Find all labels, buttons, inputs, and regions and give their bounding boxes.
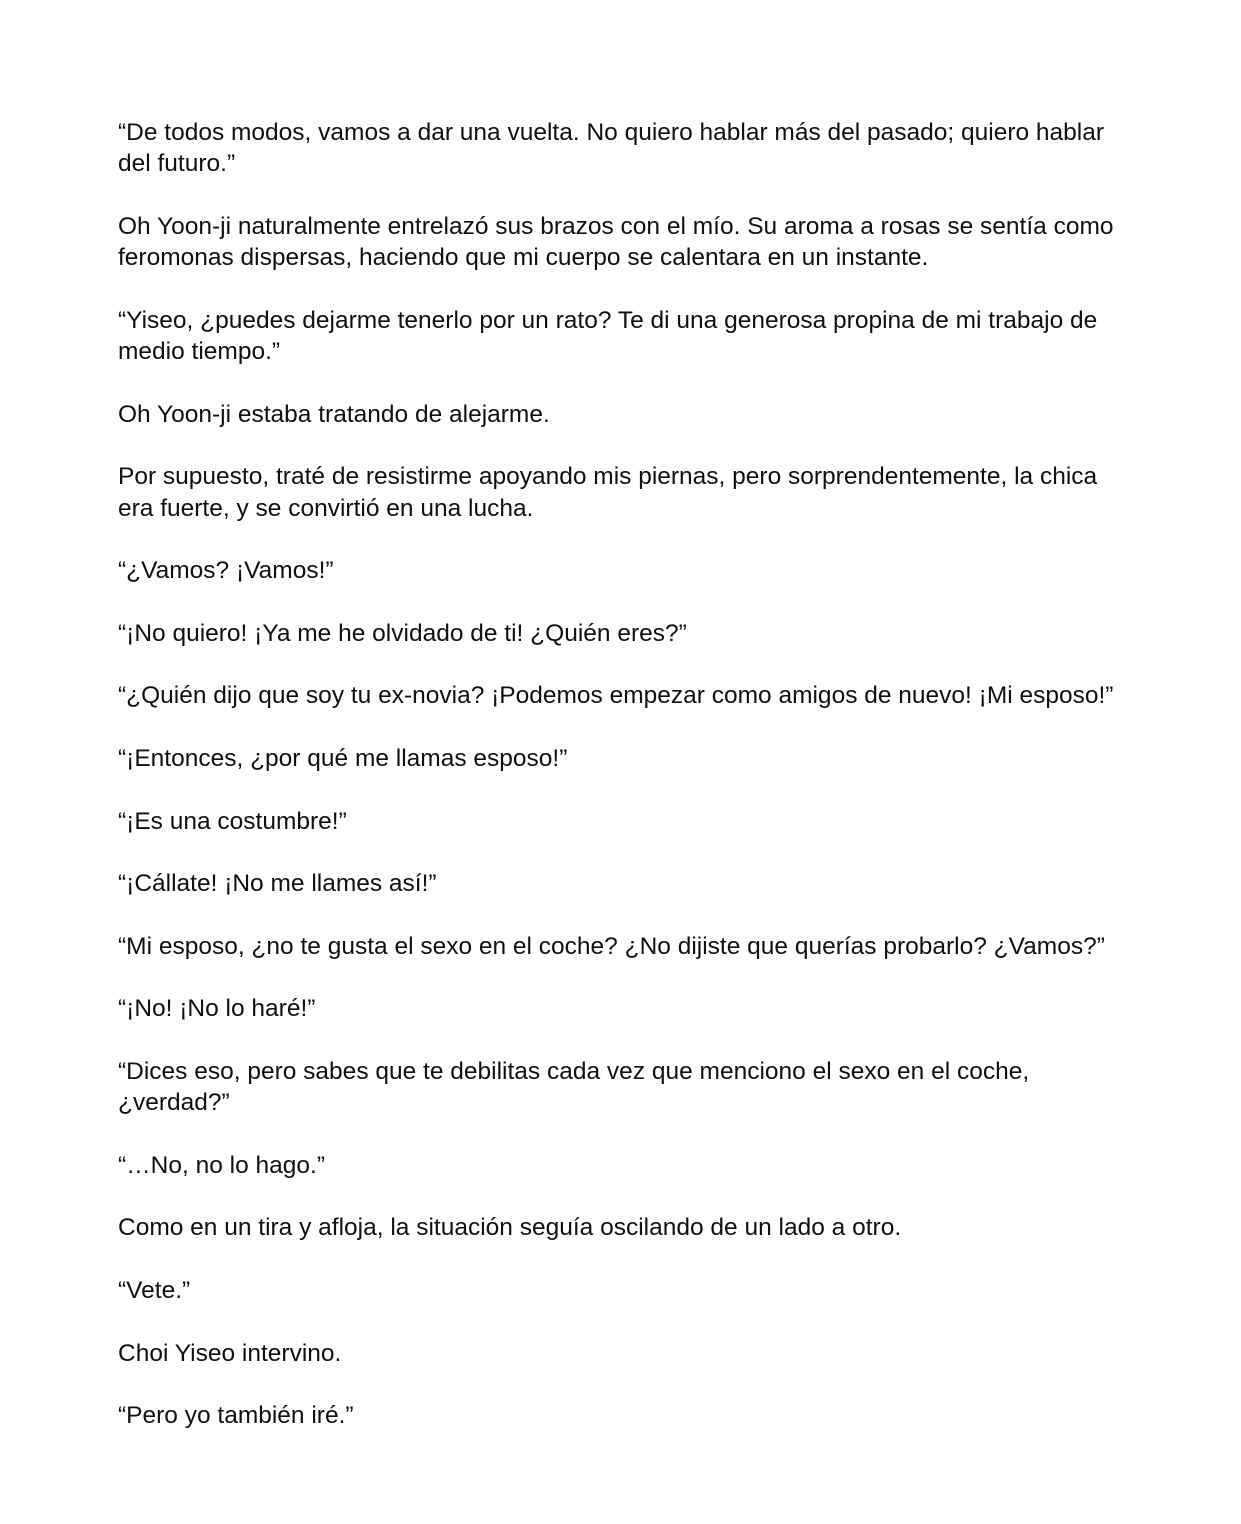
paragraph-11: “¡Cállate! ¡No me llames así!”: [118, 870, 437, 898]
paragraph-16: Como en un tira y afloja, la situación seguía oscilando de un lado a otro.: [118, 1214, 902, 1242]
paragraph-9: “¡Entonces, ¿por qué me llamas esposo!”: [118, 744, 568, 772]
paragraph-8: “¿Quién dijo que soy tu ex-novia? ¡Podemos empezar como amigos de nuevo! ¡Mi esposo!”: [118, 682, 1114, 710]
paragraph-3: “Yiseo, ¿puedes dejarme tenerlo por un rato? Te di una generosa propina de mi trabajo de medio tiempo.”: [118, 306, 1098, 366]
paragraph-2: Oh Yoon-ji naturalmente entrelazó sus brazos con el mío. Su aroma a rosas se sentía como feromonas dispersas, haciendo que mi cuerpo se calentara en un instante.: [118, 212, 1114, 272]
paragraph-18: Choi Yiseo intervino.: [118, 1339, 342, 1367]
paragraph-12: “Mi esposo, ¿no te gusta el sexo en el coche? ¿No dijiste que querías probarlo? ¿Vamos?”: [118, 932, 1105, 960]
paragraph-10: “¡Es una costumbre!”: [118, 807, 347, 835]
paragraph-19: “Pero yo también iré.”: [118, 1402, 354, 1430]
paragraph-14: “Dices eso, pero sabes que te debilitas cada vez que menciono el sexo en el coche, ¿verdad?”: [118, 1057, 1030, 1117]
paragraph-13: “¡No! ¡No lo haré!”: [118, 995, 316, 1023]
paragraph-15: “…No, no lo hago.”: [118, 1151, 325, 1179]
paragraph-5: Por supuesto, traté de resistirme apoyando mis piernas, pero sorprendentemente, la chica era fuerte, y se convirtió en una lucha.: [118, 463, 1098, 522]
paragraph-1: “De todos modos, vamos a dar una vuelta. No quiero hablar más del pasado; quiero hablar del futuro.”: [118, 119, 1105, 178]
paragraph-7: “¡No quiero! ¡Ya me he olvidado de ti! ¿Quién eres?”: [118, 619, 687, 647]
document-page: [118, 117, 1118, 1463]
paragraph-6: “¿Vamos? ¡Vamos!”: [118, 557, 334, 585]
paragraph-17: “Vete.”: [118, 1276, 191, 1304]
paragraph-4: Oh Yoon-ji estaba tratando de alejarme.: [118, 400, 550, 428]
